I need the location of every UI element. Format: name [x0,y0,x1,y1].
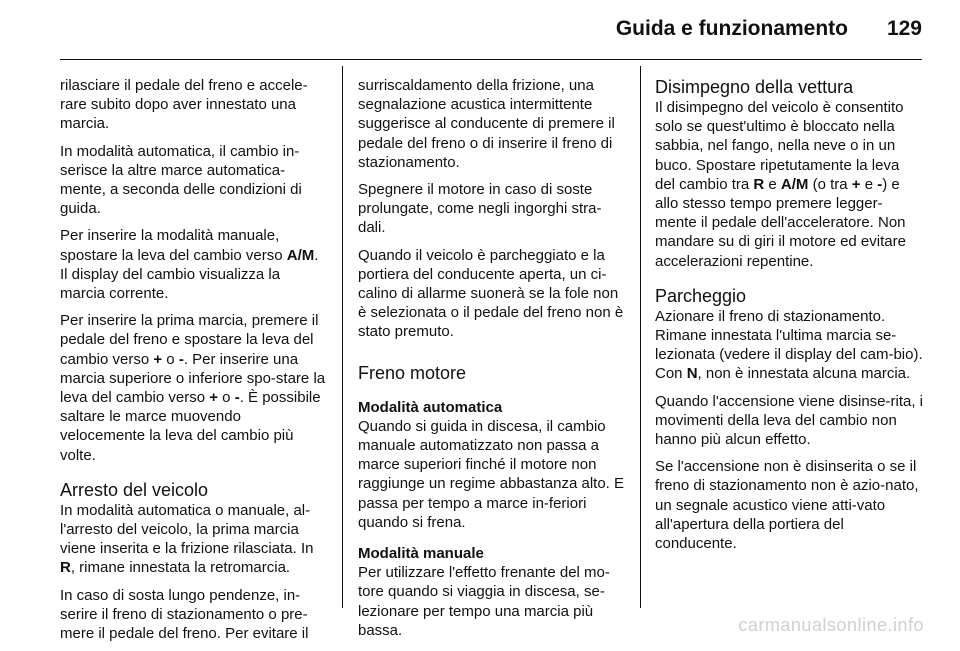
heading-disimpegno: Disimpegno della vettura [655,77,854,97]
paragraph: rilasciare il pedale del freno e accele-rare subito dopo aver innestato una marcia. [60,77,308,133]
heading-arresto: Arresto del veicolo [60,479,209,500]
column-right [655,76,923,561]
paragraph: Per utilizzare l'effetto frenante del mo-tore quando si viaggia in discesa, se-lezionare per tempo una marcia più bassa. [358,564,610,639]
paragraph: In caso di sosta lungo pendenze, in-serire il freno di stazionamento o pre-mere il pedale del freno. Per evitare il [60,586,309,643]
paragraph: Quando si guida in discesa, il cambio manuale automatizzato non passa a marce superiori finché il motore non raggiunge un regime abbastanza alto. E passa per tempo a marce in-feriori quando si frena. [358,417,625,531]
paragraph: Quando l'accensione viene disinse-rita, i movimenti della leva del cambio non hanno più alcun effetto. [655,392,924,449]
paragraph: Per inserire la modalità manuale, spostare la leva del cambio verso A/M. Il display del cambio visualizza la marcia corrente. [60,227,319,303]
subheading-modalita-manuale: Modalità manuale [358,545,484,563]
header-rule [60,59,922,60]
paragraph: In modalità automatica, il cambio in-serisce la altre marce automatica-mente, a seconda delle condizioni di guida. [60,142,302,218]
paragraph: Spegnere il motore in caso di soste prolungate, come negli ingorghi stra-dali. [358,181,602,237]
column-divider [342,66,343,608]
heading-parcheggio: Parcheggio [655,285,747,306]
subheading-modalita-automatica: Modalità automatica [358,398,503,416]
column-divider [640,66,641,608]
paragraph: Quando il veicolo è parcheggiato e la portiera del conducente aperta, un ci-calino di allarme suonerà se la fole non è selezionata o il pedale del freno non è stato premuto. [358,246,624,341]
paragraph: Se l'accensione non è disinserita o se il freno di stazionamento non è azio-nato, un segnale acustico viene atti-vato all'apertura della portiera del conducente. [655,458,919,553]
paragraph: Azionare il freno di stazionamento. Rimane innestata l'ultima marcia se-lezionata (vedere il display del cam-bio). Con N, non è innestata alcuna marcia. [655,307,923,383]
paragraph: surriscaldamento della frizione, una segnalazione acustica intermittente suggerisce al conducente di premere il pedale del freno o di inserire il freno di stazionamento. [358,77,615,171]
watermark: carmanualsonline.info [738,615,924,635]
heading-freno-motore: Freno motore [358,362,467,383]
paragraph: Il disimpegno del veicolo è consentito solo se quest'ultimo è bloccato nella sabbia, nel fango, nella neve o in un buco. Spostare ripetutamente la leva del cambio tra R e A/M (o tra + e -) e allo stesso tempo premere legger-mente il pedale dell'acceleratore. Non mandare su di giri il motore ed evitare accelerazioni repentine. [655,99,906,270]
section-title: Guida e funzionamento [615,17,848,40]
column-middle [358,76,626,648]
page-header [0,0,960,62]
page-number: 129 [886,17,922,40]
paragraph: Per inserire la prima marcia, premere il pedale del freno e spostare la leva del cambio verso + o -. Per inserire una marcia superiore o inferiore spo-stare la leva del cambio verso + o -. È possibile saltare le marce muovendo velocemente la leva del cambio più volte. [60,312,326,464]
paragraph: In modalità automatica o manuale, al-l'arresto del veicolo, la prima marcia viene inserita e la frizione rilasciata. In R, rimane innestata la retromarcia. [60,501,314,577]
column-left [60,76,328,651]
